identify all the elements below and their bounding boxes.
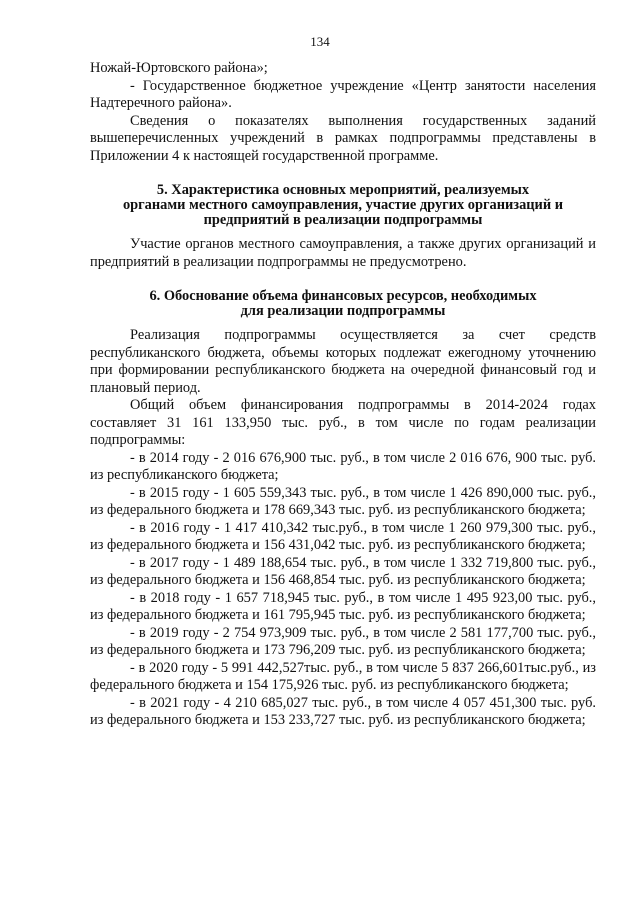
intro-paragraph: Сведения о показателях выполнения государственных заданий вышеперечисленных учреждений в рамках подпрограммы представлены в Приложении 4 к настоящей государственной программе. (90, 112, 596, 164)
funding-year-2018: - в 2018 году - 1 657 718,945 тыс. руб., в том числе 1 495 923,00 тыс. руб., из федерального бюджета и 161 795,945 тыс. руб. из республиканского бюджета; (90, 589, 596, 623)
section-6-title-line-2: для реализации подпрограммы (240, 303, 446, 319)
section-6-paragraph-1: Реализация подпрограммы осуществляется за счет средств республиканского бюджета, объемы которых подлежат ежегодному уточнению при формировании республиканского бюджета на очередной финансовый год и плановый период. (90, 327, 596, 396)
funding-year-2015: - в 2015 году - 1 605 559,343 тыс. руб., в том числе 1 426 890,000 тыс. руб., из федерального бюджета и 178 669,343 тыс. руб. из республиканского бюджета; (90, 484, 596, 518)
section-6-heading (90, 289, 596, 319)
page-content (90, 60, 596, 730)
funding-year-2020: - в 2020 году - 5 991 442,527тыс. руб., в том числе 5 837 266,601тыс.руб., из федерального бюджета и 154 175,926 тыс. руб. из республиканского бюджета; (90, 659, 596, 693)
section-5-title-line-1: 5. Характеристика основных мероприятий, реализуемых (156, 182, 530, 198)
funding-year-2021: - в 2021 году - 4 210 685,027 тыс. руб., в том числе 4 057 451,300 тыс. руб. из федерального бюджета и 153 233,727 тыс. руб. из республиканского бюджета; (90, 694, 596, 728)
section-6-title-line-1: 6. Обоснование объема финансовых ресурсов, необходимых (149, 288, 537, 304)
funding-year-2017: - в 2017 году - 1 489 188,654 тыс. руб., в том числе 1 332 719,800 тыс. руб., из федерального бюджета и 156 468,854 тыс. руб. из республиканского бюджета; (90, 554, 596, 588)
funding-by-year-list (90, 450, 596, 730)
section-5-heading (90, 183, 596, 228)
intro-line-1: Ножай-Юртовского района»; (90, 60, 268, 76)
funding-year-2016: - в 2016 году - 1 417 410,342 тыс.руб., в том числе 1 260 979,300 тыс. руб., из федерального бюджета и 156 431,042 тыс. руб. из республиканского бюджета; (90, 519, 596, 553)
section-6-paragraph-2: Общий объем финансирования подпрограммы в 2014-2024 годах составляет 31 161 133,950 тыс. руб., в том числе по годам реализации подпрограммы: (90, 397, 596, 448)
funding-year-2014: - в 2014 году - 2 016 676,900 тыс. руб., в том числе 2 016 676, 900 тыс. руб. из республиканского бюджета; (90, 449, 596, 483)
intro-line-2: - Государственное бюджетное учреждение «Центр занятости населения Надтеречного района». (90, 77, 596, 111)
section-5-title-line-2: органами местного самоуправления, участие других организаций и (122, 197, 564, 213)
funding-year-2019: - в 2019 году - 2 754 973,909 тыс. руб., в том числе 2 581 177,700 тыс. руб., из федерального бюджета и 173 796,209 тыс. руб. из республиканского бюджета; (90, 624, 596, 658)
section-5-title-line-3: предприятий в реализации подпрограммы (203, 212, 483, 228)
section-5-paragraph: Участие органов местного самоуправления, а также других организаций и предприятий в реализации подпрограммы не предусмотрено. (90, 236, 596, 270)
page-number: 134 (310, 34, 330, 49)
